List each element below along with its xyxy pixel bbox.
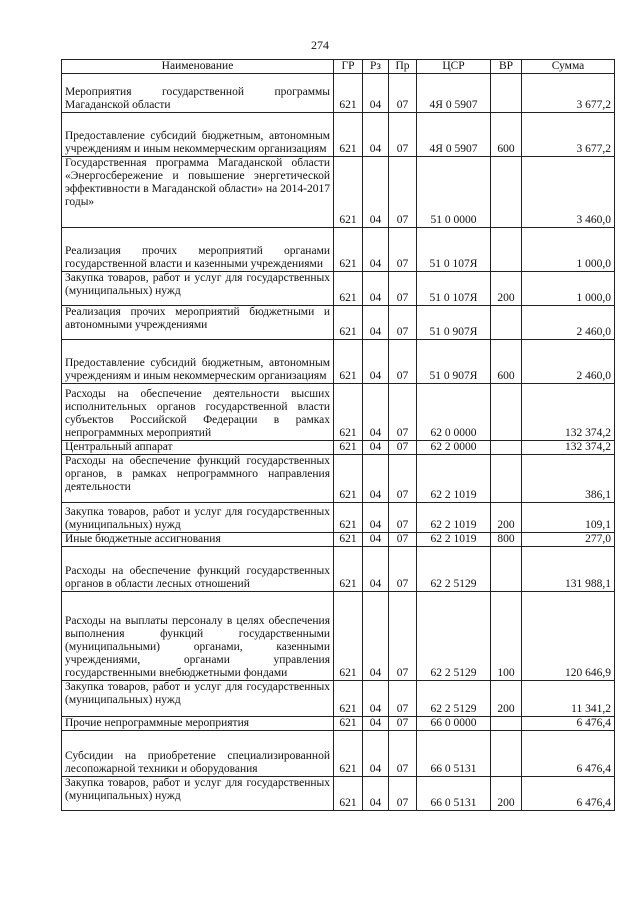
row-gr: 621 [334, 157, 363, 228]
row-rz: 04 [363, 533, 389, 547]
row-name: Расходы на выплаты персоналу в целях обеспечения выполнения функций государственными (муниципальными) органами, казенными учреждениями, органами управления государственными внебюджетными фондами [62, 592, 334, 681]
row-name: Реализация прочих мероприятий органами государственной власти и казенными учреждениями [62, 228, 334, 272]
row-csr: 62 2 5129 [417, 592, 491, 681]
row-pr: 07 [389, 340, 417, 384]
row-csr: 62 2 1019 [417, 455, 491, 503]
row-name: Реализация прочих мероприятий бюджетными и автономными учреждениями [62, 306, 334, 340]
row-name: Предоставление субсидий бюджетным, автономным учреждениям и иным некоммерческим организациям [62, 113, 334, 157]
row-sum: 1 000,0 [522, 228, 615, 272]
row-sum: 132 374,2 [522, 441, 615, 455]
row-sum: 6 476,4 [522, 717, 615, 731]
row-rz: 04 [363, 592, 389, 681]
table-row [62, 306, 615, 340]
row-sum: 2 460,0 [522, 340, 615, 384]
row-csr: 51 0 0000 [417, 157, 491, 228]
row-csr: 66 0 5131 [417, 731, 491, 777]
table-row [62, 113, 615, 157]
row-name: Центральный аппарат [62, 441, 334, 455]
row-pr: 07 [389, 228, 417, 272]
row-gr: 621 [334, 340, 363, 384]
row-csr: 51 0 107Я [417, 228, 491, 272]
row-name: Иные бюджетные ассигнования [62, 533, 334, 547]
page-number: 274 [311, 38, 329, 52]
row-gr: 621 [334, 592, 363, 681]
row-pr: 07 [389, 717, 417, 731]
row-rz: 04 [363, 547, 389, 592]
row-vr [491, 455, 522, 503]
table-row [62, 777, 615, 811]
row-vr: 600 [491, 340, 522, 384]
row-rz: 04 [363, 455, 389, 503]
row-sum: 11 341,2 [522, 681, 615, 717]
row-name: Расходы на обеспечение функций государственных органов в области лесных отношений [62, 547, 334, 592]
row-vr [491, 157, 522, 228]
row-pr: 07 [389, 777, 417, 811]
row-sum: 6 476,4 [522, 777, 615, 811]
row-sum: 277,0 [522, 533, 615, 547]
table-row [62, 503, 615, 533]
row-vr [491, 547, 522, 592]
row-pr: 07 [389, 441, 417, 455]
header-vr: ВР [491, 60, 522, 74]
row-pr: 07 [389, 503, 417, 533]
row-csr: 62 0 0000 [417, 384, 491, 441]
row-gr: 621 [334, 455, 363, 503]
row-pr: 07 [389, 74, 417, 113]
row-rz: 04 [363, 441, 389, 455]
row-rz: 04 [363, 113, 389, 157]
row-csr: 66 0 5131 [417, 777, 491, 811]
row-vr [491, 717, 522, 731]
row-vr: 800 [491, 533, 522, 547]
row-vr: 600 [491, 113, 522, 157]
table-row [62, 74, 615, 113]
row-rz: 04 [363, 503, 389, 533]
row-vr [491, 441, 522, 455]
row-pr: 07 [389, 681, 417, 717]
row-vr: 100 [491, 592, 522, 681]
row-rz: 04 [363, 681, 389, 717]
row-rz: 04 [363, 384, 389, 441]
row-pr: 07 [389, 547, 417, 592]
table-row [62, 592, 615, 681]
row-pr: 07 [389, 157, 417, 228]
row-csr: 66 0 0000 [417, 717, 491, 731]
row-pr: 07 [389, 592, 417, 681]
row-vr: 200 [491, 272, 522, 306]
row-gr: 621 [334, 441, 363, 455]
row-csr: 51 0 907Я [417, 340, 491, 384]
row-rz: 04 [363, 157, 389, 228]
row-gr: 621 [334, 384, 363, 441]
row-sum: 386,1 [522, 455, 615, 503]
row-rz: 04 [363, 306, 389, 340]
header-gr: ГР [334, 60, 363, 74]
row-sum: 3 460,0 [522, 157, 615, 228]
table-row [62, 455, 615, 503]
row-sum: 131 988,1 [522, 547, 615, 592]
row-sum: 132 374,2 [522, 384, 615, 441]
row-rz: 04 [363, 731, 389, 777]
row-csr: 62 2 5129 [417, 547, 491, 592]
row-pr: 07 [389, 455, 417, 503]
table-body [62, 74, 615, 811]
row-vr [491, 74, 522, 113]
row-name: Закупка товаров, работ и услуг для государственных (муниципальных) нужд [62, 272, 334, 306]
row-pr: 07 [389, 113, 417, 157]
row-gr: 621 [334, 272, 363, 306]
table-row [62, 533, 615, 547]
row-sum: 2 460,0 [522, 306, 615, 340]
row-name: Предоставление субсидий бюджетным, автономным учреждениям и иным некоммерческим организациям [62, 340, 334, 384]
row-name: Субсидии на приобретение специализированной лесопожарной техники и оборудования [62, 731, 334, 777]
row-vr [491, 306, 522, 340]
row-gr: 621 [334, 717, 363, 731]
row-gr: 621 [334, 681, 363, 717]
table-row [62, 441, 615, 455]
header-sum: Сумма [522, 60, 615, 74]
table-row [62, 384, 615, 441]
row-pr: 07 [389, 731, 417, 777]
table-row [62, 272, 615, 306]
row-rz: 04 [363, 717, 389, 731]
row-gr: 621 [334, 731, 363, 777]
table-row [62, 340, 615, 384]
header-rz: Рз [363, 60, 389, 74]
row-vr [491, 384, 522, 441]
row-csr: 51 0 107Я [417, 272, 491, 306]
row-name: Закупка товаров, работ и услуг для государственных (муниципальных) нужд [62, 503, 334, 533]
row-gr: 621 [334, 547, 363, 592]
row-csr: 62 2 0000 [417, 441, 491, 455]
row-rz: 04 [363, 340, 389, 384]
row-sum: 109,1 [522, 503, 615, 533]
row-vr: 200 [491, 777, 522, 811]
row-sum: 3 677,2 [522, 74, 615, 113]
row-rz: 04 [363, 777, 389, 811]
row-csr: 62 2 5129 [417, 681, 491, 717]
row-pr: 07 [389, 306, 417, 340]
row-sum: 6 476,4 [522, 731, 615, 777]
table-row [62, 681, 615, 717]
row-name: Расходы на обеспечение деятельности высших исполнительных органов государственной власти субъектов Российской Федерации в рамках непрограммных мероприятий [62, 384, 334, 441]
row-name: Расходы на обеспечение функций государственных органов, в рамках непрограммного направления деятельности [62, 455, 334, 503]
header-csr: ЦСР [417, 60, 491, 74]
row-sum: 1 000,0 [522, 272, 615, 306]
row-gr: 621 [334, 228, 363, 272]
row-gr: 621 [334, 777, 363, 811]
table-row [62, 731, 615, 777]
row-gr: 621 [334, 113, 363, 157]
table-row [62, 157, 615, 228]
row-vr [491, 731, 522, 777]
row-rz: 04 [363, 228, 389, 272]
row-gr: 621 [334, 533, 363, 547]
table-row [62, 228, 615, 272]
row-csr: 62 2 1019 [417, 503, 491, 533]
row-pr: 07 [389, 272, 417, 306]
row-name: Государственная программа Магаданской области «Энергосбережение и повышение энергетической эффективности в Магаданской области» на 2014-2017 годы» [62, 157, 334, 228]
table-header-row [62, 60, 615, 74]
row-rz: 04 [363, 74, 389, 113]
row-gr: 621 [334, 74, 363, 113]
row-gr: 621 [334, 503, 363, 533]
row-pr: 07 [389, 533, 417, 547]
row-rz: 04 [363, 272, 389, 306]
row-csr: 51 0 907Я [417, 306, 491, 340]
row-pr: 07 [389, 384, 417, 441]
row-vr: 200 [491, 503, 522, 533]
header-pr: Пр [389, 60, 417, 74]
row-name: Прочие непрограммные мероприятия [62, 717, 334, 731]
row-csr: 4Я 0 5907 [417, 74, 491, 113]
row-csr: 62 2 1019 [417, 533, 491, 547]
row-name: Мероприятия государственной программы Магаданской области [62, 74, 334, 113]
row-vr [491, 228, 522, 272]
row-gr: 621 [334, 306, 363, 340]
row-name: Закупка товаров, работ и услуг для государственных (муниципальных) нужд [62, 681, 334, 717]
row-vr: 200 [491, 681, 522, 717]
table-row [62, 717, 615, 731]
row-sum: 120 646,9 [522, 592, 615, 681]
row-sum: 3 677,2 [522, 113, 615, 157]
header-name: Наименование [62, 60, 334, 74]
table-row [62, 547, 615, 592]
budget-table [61, 59, 615, 811]
row-name: Закупка товаров, работ и услуг для государственных (муниципальных) нужд [62, 777, 334, 811]
row-csr: 4Я 0 5907 [417, 113, 491, 157]
